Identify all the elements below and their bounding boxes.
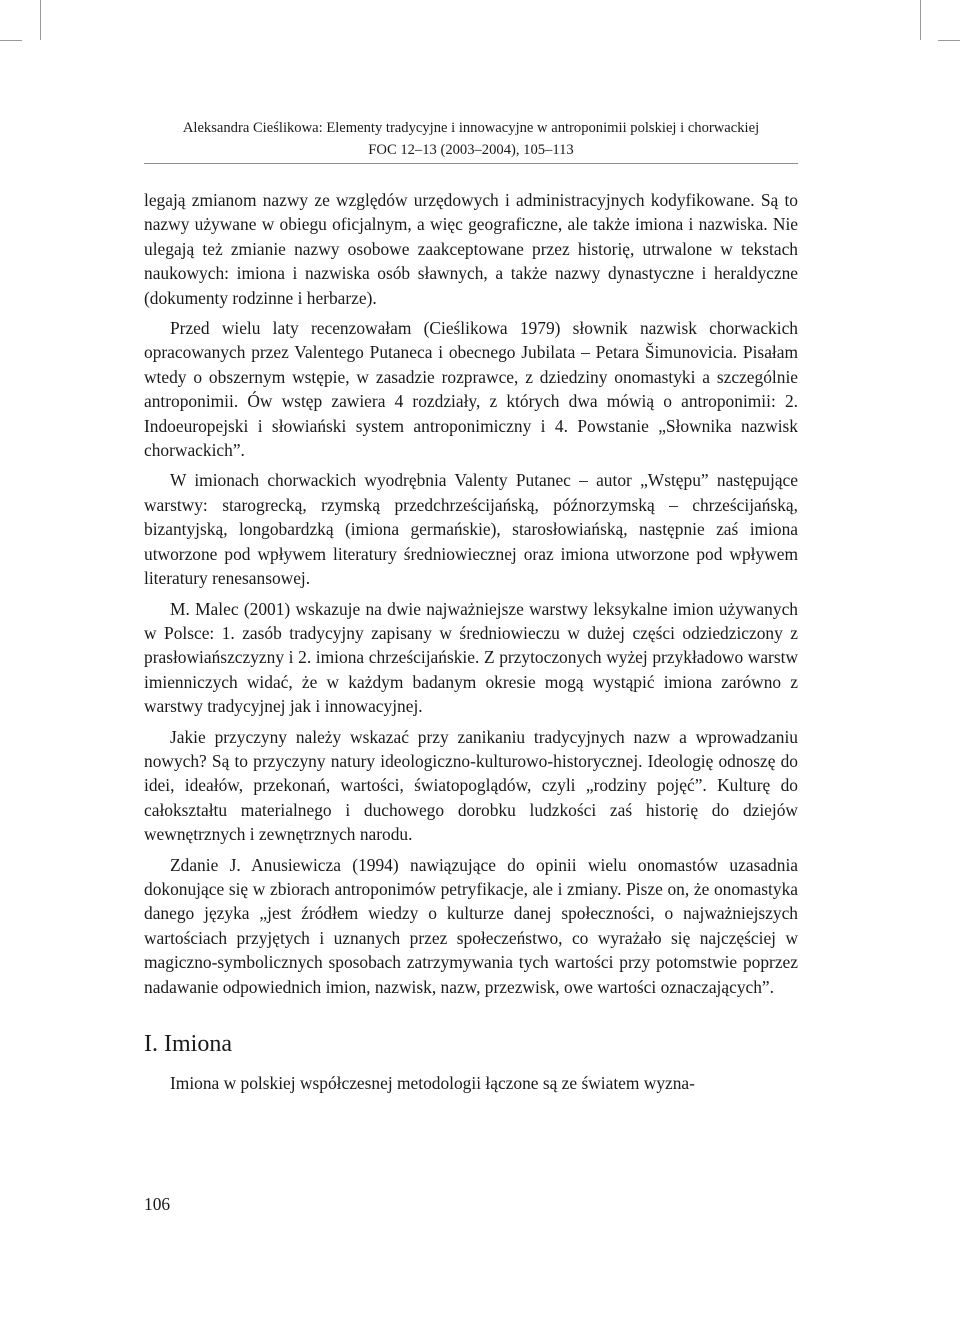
page-body xyxy=(144,188,798,1101)
paragraph-6: Zdanie J. Anusiewicza (1994) nawiązujące do opinii wielu onomastów uzasadnia dokonujące się w zbiorach antroponimów petryfikacje, ale i zmiany. Pisze on, że onomastyka danego języka „jest źródłem wiedzy o kulturze danej społeczności, o najważniejszych wartościach przyjętych i uznanych przez społeczeństwo, co wyrażało się najczęściej w magiczno-symbolicznych sposobach zatrzymywania tych wartości przy potomstwie poprzez nadawanie odpowiednich imion, nazwisk, nazw, przezwisk, owe wartości oznaczających”. xyxy=(144,854,798,997)
running-head xyxy=(144,117,798,164)
running-head-title: Aleksandra Cieślikowa: Elementy tradycyjne i innowacyjne w antroponimii polskiej i chorwackiej xyxy=(182,120,760,136)
section-heading: I. Imiona xyxy=(144,1031,232,1057)
crop-mark-top-right-horizontal xyxy=(938,40,960,41)
page-number: 106 xyxy=(144,1194,171,1214)
section-first-paragraph: Imiona w polskiej współczesnej metodologii łączone są ze światem wyzna- xyxy=(170,1073,695,1093)
paragraph-4: M. Malec (2001) wskazuje na dwie najważniejsze warstwy leksykalne imion używanych w Polsce: 1. zasób tradycyjny zapisany w średniowieczu w dużej części odziedziczony z prasłowiańszczyzny i 2. imiona chrześcijańskie. Z przytoczonych wyżej przykładowo warstw imienniczych widać, że w każdym badanym okresie mogą wystąpić imiona zarówno z warstwy tradycyjnej jak i innowacyjnej. xyxy=(144,598,798,717)
paragraph-3: W imionach chorwackich wyodrębnia Valenty Putanec – autor „Wstępu” następujące warstwy: starogrecką, rzymską przedchrześcijańską, późnorzymską – chrześcijańską, bizantyjską, longobardzką (imiona germańskie), starosłowiańską, następnie zaś imiona utworzone pod wpływem literatury średniowiecznej oraz imiona utworzone pod wpływem literatury renesansowej. xyxy=(144,470,798,589)
paragraph-2: Przed wielu laty recenzowałam (Cieślikowa 1979) słownik nazwisk chorwackich opracowanych przez Valentego Putaneca i obecnego Jubilata – Petara Šimunovicia. Pisałam wtedy o obszernym wstępie, w zasadzie rozprawce, z dziedziny onomastyki a szczególnie antroponimii. Ów wstęp zawiera 4 rozdziały, z których dwa mówią o antroponimii: 2. Indoeuropejski i słowiański system antroponimiczny i 4. Powstanie „Słownika nazwisk chorwackich”. xyxy=(144,318,798,461)
paragraph-5: Jakie przyczyny należy wskazać przy zanikaniu tradycyjnych nazw a wprowadzaniu nowych? Są to przyczyny natury ideologiczno-kulturowo-historycznej. Ideologię odnoszę do idei, ideałów, przekonań, wartości, światopoglądów, czyli „rodziny pojęć”. Kulturę do całokształtu materialnego i duchowego dorobku ludzkości zaś historię do dziejów wewnętrznych i zewnętrznych narodu. xyxy=(144,726,798,845)
crop-mark-top-left-vertical xyxy=(40,0,41,40)
crop-mark-top-right-vertical xyxy=(920,0,921,40)
header-rule xyxy=(144,163,798,164)
paragraph-1: legają zmianom nazwy ze względów urzędowych i administracyjnych kodyfikowane. Są to nazwy używane w obiegu oficjalnym, a więc geograficzne, ale także imiona i nazwiska. Nie ulegają też zmianie nazwy osobowe zaakceptowane przez historię, utrwalone w tekstach naukowych: imiona i nazwiska osób sławnych, a także nazwy dynastyczne i heraldyczne (dokumenty rodzinne i herbarze). xyxy=(144,190,798,308)
crop-mark-top-left-horizontal xyxy=(0,40,22,41)
running-head-citation: FOC 12–13 (2003–2004), 105–113 xyxy=(368,142,574,158)
